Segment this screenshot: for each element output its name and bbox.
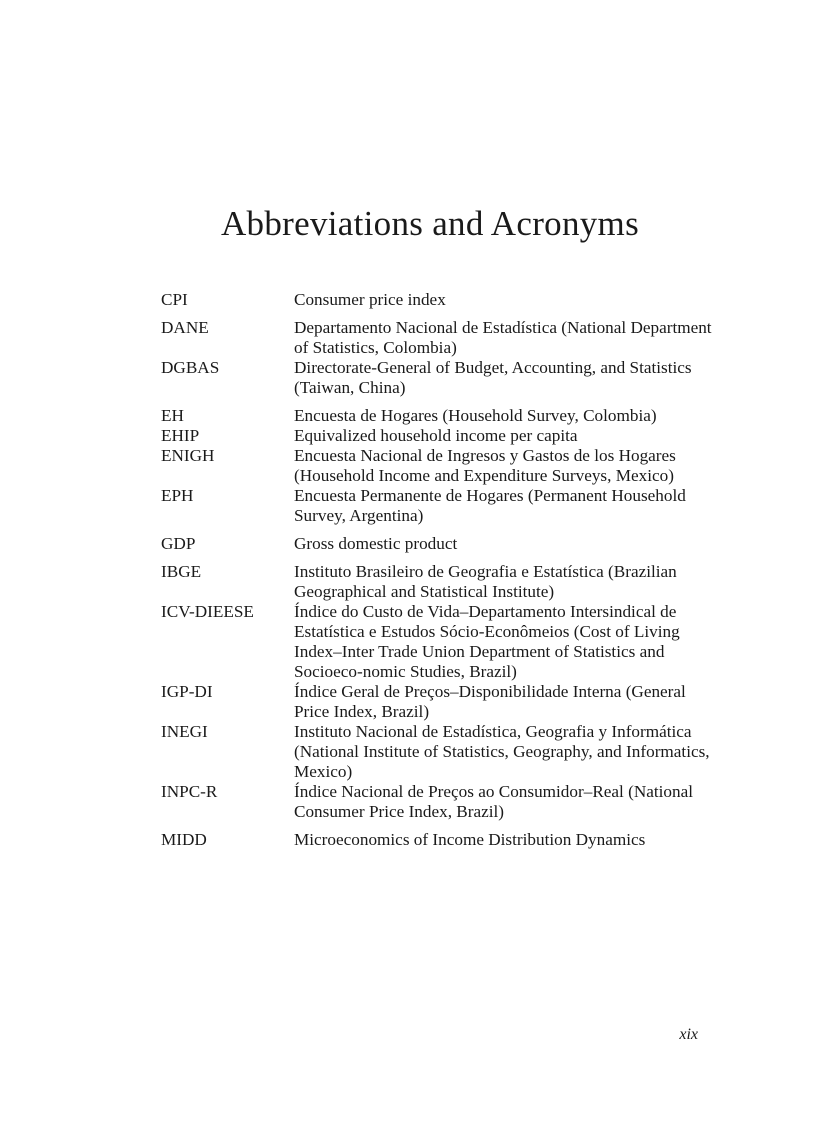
abbreviation-definition: Instituto Nacional de Estadística, Geografia y Informática (National Institute of Statistics, Geography, and Informatics, Mexico) (294, 722, 710, 781)
abbreviation-definition: Equivalized household income per capita (294, 426, 578, 445)
abbreviation-term: EPH (161, 486, 194, 505)
abbreviation-term: DGBAS (161, 358, 220, 377)
abbreviation-definition: Índice Nacional de Preços ao Consumidor–Real (National Consumer Price Index, Brazil) (294, 782, 694, 821)
abbreviation-entry (161, 486, 721, 526)
abbreviation-entry (161, 406, 721, 426)
abbreviation-entry (161, 722, 721, 782)
abbreviation-entry (161, 358, 721, 398)
abbreviation-definition: Directorate-General of Budget, Accounting, and Statistics (Taiwan, China) (294, 358, 692, 397)
abbreviation-entry (161, 534, 721, 554)
abbreviation-term: ICV-DIEESE (161, 602, 254, 621)
abbreviation-entry (161, 318, 721, 358)
abbreviation-definition: Encuesta de Hogares (Household Survey, Colombia) (294, 406, 657, 425)
abbreviation-term: DANE (161, 318, 209, 337)
page-number: xix (679, 1026, 698, 1043)
abbreviation-term: IBGE (161, 562, 202, 581)
abbreviation-entry (161, 782, 721, 822)
abbreviation-definition: Microeconomics of Income Distribution Dynamics (294, 830, 646, 849)
abbreviation-definition: Encuesta Nacional de Ingresos y Gastos de los Hogares (Household Income and Expenditure Surveys, Mexico) (294, 446, 676, 485)
abbreviation-term: INPC-R (161, 782, 218, 801)
abbreviation-definition: Índice Geral de Preços–Disponibilidade Interna (General Price Index, Brazil) (294, 682, 686, 721)
abbreviation-entry (161, 426, 721, 446)
abbreviation-definition: Encuesta Permanente de Hogares (Permanent Household Survey, Argentina) (294, 486, 686, 525)
abbreviation-definition: Departamento Nacional de Estadística (National Department of Statistics, Colombia) (294, 318, 712, 357)
abbreviation-entry (161, 682, 721, 722)
abbreviation-term: EHIP (161, 426, 200, 445)
abbreviation-term: EH (161, 406, 184, 425)
abbreviation-entry (161, 830, 721, 850)
abbreviation-entry (161, 446, 721, 486)
abbreviation-term: CPI (161, 290, 188, 309)
abbreviation-entry (161, 290, 721, 310)
abbreviation-definition: Instituto Brasileiro de Geografia e Estatística (Brazilian Geographical and Statistical Institute) (294, 562, 677, 601)
abbreviation-term: MIDD (161, 830, 207, 849)
abbreviation-entry (161, 602, 721, 682)
abbreviation-definition: Gross domestic product (294, 534, 458, 553)
abbreviation-entry (161, 562, 721, 602)
abbreviation-list (161, 290, 721, 850)
page-title: Abbreviations and Acronyms (220, 204, 639, 243)
abbreviation-term: GDP (161, 534, 196, 553)
abbreviation-definition: Consumer price index (294, 290, 446, 309)
abbreviation-term: INEGI (161, 722, 208, 741)
abbreviation-term: IGP-DI (161, 682, 213, 701)
abbreviation-term: ENIGH (161, 446, 215, 465)
abbreviation-definition: Índice do Custo de Vida–Departamento Intersindical de Estatística e Estudos Sócio-Econômeios (Cost of Living Index–Inter Trade Union Department of Statistics and Socioeco-nomic Studies, Brazil) (294, 602, 680, 681)
